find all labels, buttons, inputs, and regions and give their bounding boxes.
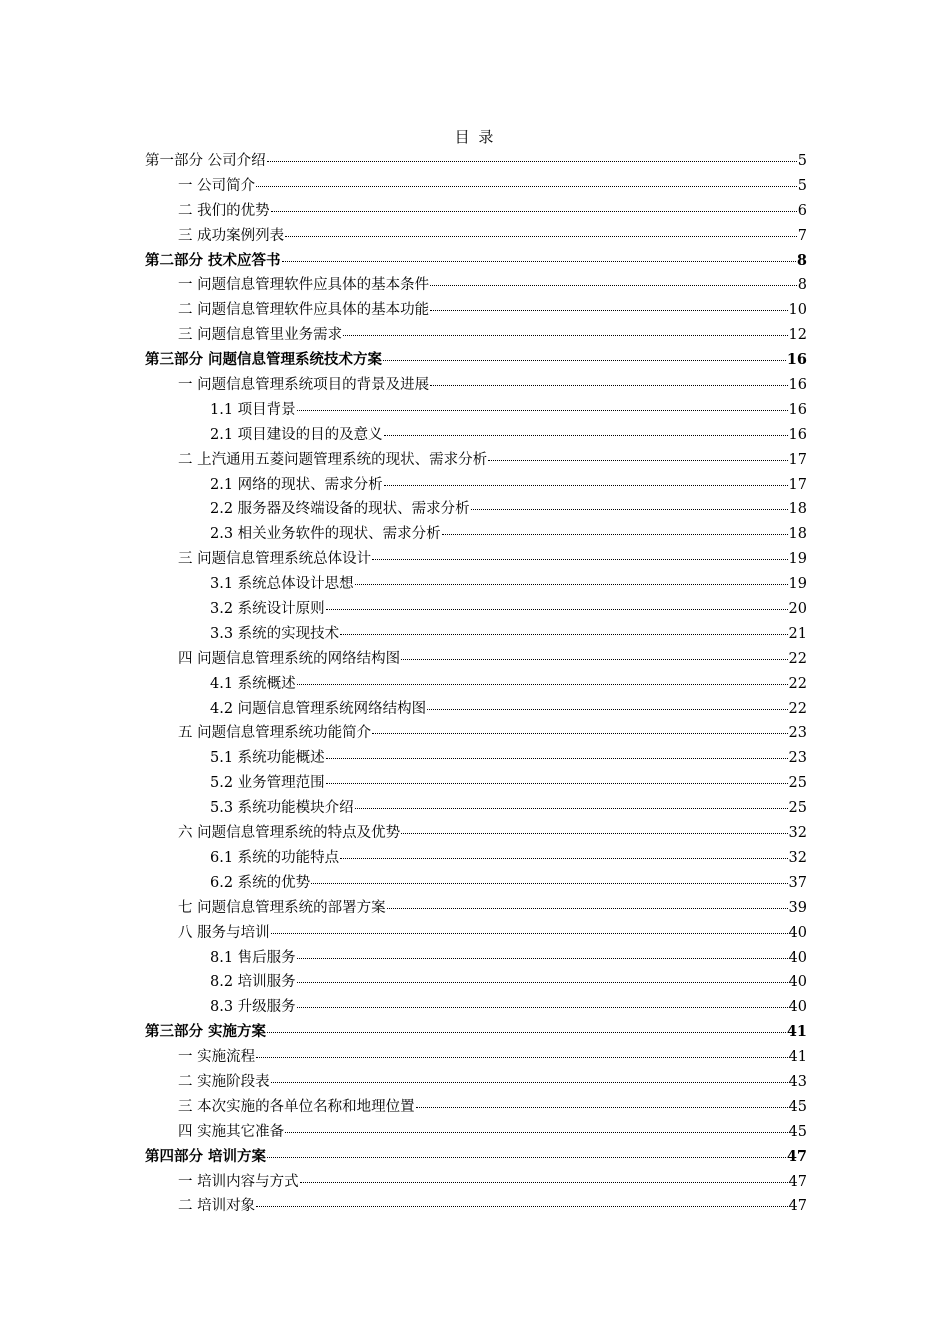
toc-page-number: 16	[786, 351, 807, 369]
toc-entry[interactable]	[145, 572, 807, 597]
toc-leader-dots	[442, 533, 788, 535]
toc-leader-dots	[256, 1056, 787, 1058]
toc-leader-dots	[471, 508, 788, 510]
toc-leader-dots	[383, 359, 786, 361]
toc-leader-dots	[326, 757, 788, 759]
toc-page-number: 41	[788, 1049, 807, 1066]
toc-leader-dots	[271, 1081, 788, 1083]
toc-page-number: 25	[788, 775, 807, 792]
toc-page-number: 41	[786, 1023, 807, 1041]
toc-entry-label: 二 问题信息管理软件应具体的基本功能	[178, 302, 430, 319]
toc-entry[interactable]	[145, 323, 807, 348]
toc-entry-label: 3.2 系统设计原则	[210, 601, 325, 618]
toc-page-number: 23	[788, 725, 807, 742]
toc-entry-label: 四 问题信息管理系统的网络结构图	[178, 650, 401, 667]
toc-entry-label: 三 成功案例列表	[178, 227, 285, 244]
toc-entry-label: 4.2 问题信息管理系统网络结构图	[210, 700, 427, 717]
toc-entry-label: 8.2 培训服务	[210, 974, 296, 991]
toc-leader-dots	[384, 434, 788, 436]
toc-leader-dots	[430, 384, 787, 386]
toc-entry[interactable]	[145, 199, 807, 224]
toc-page-number: 22	[788, 675, 807, 692]
toc-page-number: 47	[788, 1173, 807, 1190]
toc-page-number: 43	[788, 1073, 807, 1090]
toc-entry[interactable]	[145, 921, 807, 946]
toc-entry[interactable]	[145, 1194, 807, 1219]
toc-entry-label: 一 问题信息管理系统项目的背景及进展	[178, 377, 430, 394]
toc-entry-label: 三 问题信息管理系统总体设计	[178, 551, 372, 568]
toc-page-number: 40	[788, 974, 807, 991]
toc-entry[interactable]	[145, 995, 807, 1020]
toc-leader-dots	[297, 409, 788, 411]
toc-page-number: 16	[788, 377, 807, 394]
toc-page-number: 12	[788, 327, 807, 344]
toc-page-number: 20	[788, 601, 807, 618]
toc-page-number: 37	[788, 874, 807, 891]
toc-leader-dots	[311, 882, 787, 884]
toc-leader-dots	[267, 160, 797, 162]
toc-entry[interactable]	[145, 896, 807, 921]
toc-entry[interactable]	[145, 1170, 807, 1195]
toc-leader-dots	[256, 185, 797, 187]
toc-entry-label: 5.3 系统功能模块介绍	[210, 800, 354, 817]
toc-entry[interactable]	[145, 721, 807, 746]
toc-entry[interactable]	[145, 522, 807, 547]
toc-entry-label: 第四部分 培训方案	[145, 1147, 267, 1165]
toc-entry-label: 8.1 售后服务	[210, 949, 296, 966]
toc-page-number: 40	[788, 999, 807, 1016]
toc-entry[interactable]	[145, 273, 807, 298]
toc-leader-dots	[387, 907, 788, 909]
toc-entry[interactable]	[145, 970, 807, 995]
toc-entry[interactable]	[145, 1020, 807, 1045]
toc-page-number: 22	[788, 700, 807, 717]
toc-page-number: 40	[788, 924, 807, 941]
toc-entry-label: 2.1 项目建设的目的及意义	[210, 426, 383, 443]
toc-leader-dots	[340, 633, 787, 635]
toc-entry-label: 5.2 业务管理范围	[210, 775, 325, 792]
toc-entry-label: 三 问题信息管里业务需求	[178, 327, 343, 344]
toc-entry[interactable]	[145, 1145, 807, 1170]
toc-entry-label: 二 上汽通用五菱问题管理系统的现状、需求分析	[178, 451, 488, 468]
toc-entry[interactable]	[145, 423, 807, 448]
toc-leader-dots	[326, 782, 788, 784]
toc-entry-label: 八 服务与培训	[178, 924, 270, 941]
toc-leader-dots	[267, 1031, 786, 1033]
toc-leader-dots	[401, 658, 787, 660]
toc-leader-dots	[430, 284, 797, 286]
toc-leader-dots	[430, 309, 787, 311]
toc-entry[interactable]	[145, 1045, 807, 1070]
toc-leader-dots	[285, 235, 797, 237]
toc-leader-dots	[372, 732, 787, 734]
toc-entry-label: 2.1 网络的现状、需求分析	[210, 476, 383, 493]
toc-page-number: 25	[788, 800, 807, 817]
toc-page-number: 45	[788, 1098, 807, 1115]
toc-leader-dots	[282, 260, 796, 262]
toc-leader-dots	[297, 981, 788, 983]
toc-entry[interactable]	[145, 373, 807, 398]
toc-page-number: 5	[797, 177, 807, 194]
toc-entry-label: 第三部分 实施方案	[145, 1023, 267, 1041]
toc-leader-dots	[297, 1006, 788, 1008]
toc-entry-label: 1.1 项目背景	[210, 401, 296, 418]
toc-leader-dots	[427, 708, 787, 710]
toc-page-number: 22	[788, 650, 807, 667]
toc-page-number: 47	[788, 1198, 807, 1215]
toc-entry-label: 二 培训对象	[178, 1198, 256, 1215]
toc-page-number: 18	[788, 501, 807, 518]
toc-entry[interactable]	[145, 547, 807, 572]
toc-page-number: 17	[788, 476, 807, 493]
toc-entry-label: 六 问题信息管理系统的特点及优势	[178, 825, 401, 842]
toc-leader-dots	[271, 932, 788, 934]
toc-page-number: 32	[788, 825, 807, 842]
toc-title: 目 录	[454, 128, 496, 146]
toc-entry-label: 第三部分 问题信息管理系统技术方案	[145, 351, 383, 369]
toc-entry[interactable]	[145, 348, 807, 373]
toc-entry[interactable]	[145, 473, 807, 498]
toc-entry-label: 一 培训内容与方式	[178, 1173, 299, 1190]
toc-page-number: 5	[797, 153, 807, 169]
toc-page-number: 21	[788, 625, 807, 642]
toc-entry-label: 一 公司简介	[178, 177, 256, 194]
toc-page-number: 8	[796, 251, 807, 269]
toc-entry-label: 第二部分 技术应答书	[145, 251, 281, 269]
toc-page-number: 7	[797, 227, 807, 244]
toc-page-number: 39	[788, 899, 807, 916]
toc-entry-label: 3.3 系统的实现技术	[210, 625, 340, 642]
toc-entry-label: 二 我们的优势	[178, 202, 270, 219]
toc-entry[interactable]	[145, 871, 807, 896]
toc-page-number: 6	[797, 202, 807, 219]
toc-entry[interactable]	[145, 746, 807, 771]
toc-page-number: 19	[788, 551, 807, 568]
toc-page-number: 40	[788, 949, 807, 966]
toc-entry[interactable]	[145, 647, 807, 672]
toc-entry-label: 三 本次实施的各单位名称和地理位置	[178, 1098, 415, 1115]
toc-leader-dots	[256, 1205, 787, 1207]
toc-leader-dots	[271, 210, 797, 212]
toc-entry[interactable]	[145, 697, 807, 722]
toc-entry-label: 8.3 升级服务	[210, 999, 296, 1016]
toc-entry[interactable]	[145, 622, 807, 647]
toc-entry[interactable]	[145, 224, 807, 249]
toc-entry-label: 四 实施其它准备	[178, 1123, 285, 1140]
toc-leader-dots	[300, 1181, 788, 1183]
toc-entry[interactable]	[145, 1070, 807, 1095]
toc-entry-label: 4.1 系统概述	[210, 675, 296, 692]
toc-leader-dots	[416, 1106, 788, 1108]
toc-entry[interactable]	[145, 249, 807, 274]
toc-leader-dots	[372, 558, 787, 560]
toc-page-number: 16	[788, 401, 807, 418]
toc-entry[interactable]	[145, 771, 807, 796]
toc-entry[interactable]	[145, 398, 807, 423]
toc-entry[interactable]	[145, 497, 807, 522]
toc-entry[interactable]	[145, 1095, 807, 1120]
toc-leader-dots	[343, 334, 787, 336]
toc-entry[interactable]	[145, 796, 807, 821]
toc-leader-dots	[340, 857, 787, 859]
toc-entry[interactable]	[145, 946, 807, 971]
toc-entry[interactable]	[145, 448, 807, 473]
toc-entry-label: 6.2 系统的优势	[210, 874, 311, 891]
toc-entry[interactable]	[145, 672, 807, 697]
toc-entry-label: 5.1 系统功能概述	[210, 750, 325, 767]
toc-leader-dots	[355, 583, 788, 585]
toc-page-number: 45	[788, 1123, 807, 1140]
toc-page-number: 17	[788, 451, 807, 468]
toc-leader-dots	[355, 807, 788, 809]
toc-entry[interactable]	[145, 597, 807, 622]
toc-entry-label: 6.1 系统的功能特点	[210, 849, 340, 866]
toc-page-number: 10	[788, 302, 807, 319]
toc-entry-label: 一 问题信息管理软件应具体的基本条件	[178, 277, 430, 294]
toc-leader-dots	[384, 484, 788, 486]
toc-leader-dots	[285, 1131, 787, 1133]
toc-page-number: 47	[786, 1147, 807, 1165]
toc-entry[interactable]	[145, 149, 807, 174]
toc-page-number: 23	[788, 750, 807, 767]
toc-entry[interactable]	[145, 298, 807, 323]
toc-entry-label: 七 问题信息管理系统的部署方案	[178, 899, 386, 916]
toc-leader-dots	[401, 832, 787, 834]
toc-entry-label: 五 问题信息管理系统功能简介	[178, 725, 372, 742]
toc-leader-dots	[488, 459, 787, 461]
toc-leader-dots	[297, 683, 788, 685]
toc-page-number: 16	[788, 426, 807, 443]
toc-entry[interactable]	[145, 174, 807, 199]
toc-entry[interactable]	[145, 1120, 807, 1145]
toc-entry-label: 3.1 系统总体设计思想	[210, 576, 354, 593]
toc-leader-dots	[267, 1156, 786, 1158]
toc-page-number: 19	[788, 576, 807, 593]
table-of-contents	[145, 149, 807, 1219]
toc-entry[interactable]	[145, 846, 807, 871]
toc-page-number: 18	[788, 526, 807, 543]
toc-entry-label: 一 实施流程	[178, 1049, 256, 1066]
toc-entry[interactable]	[145, 821, 807, 846]
toc-leader-dots	[297, 957, 788, 959]
toc-entry-label: 2.2 服务器及终端设备的现状、需求分析	[210, 501, 470, 518]
toc-entry-label: 第一部分 公司介绍	[145, 153, 266, 169]
toc-leader-dots	[326, 608, 788, 610]
toc-entry-label: 2.3 相关业务软件的现状、需求分析	[210, 526, 441, 543]
toc-page-number: 32	[788, 849, 807, 866]
toc-entry-label: 二 实施阶段表	[178, 1073, 270, 1090]
toc-page-number: 8	[797, 277, 807, 294]
